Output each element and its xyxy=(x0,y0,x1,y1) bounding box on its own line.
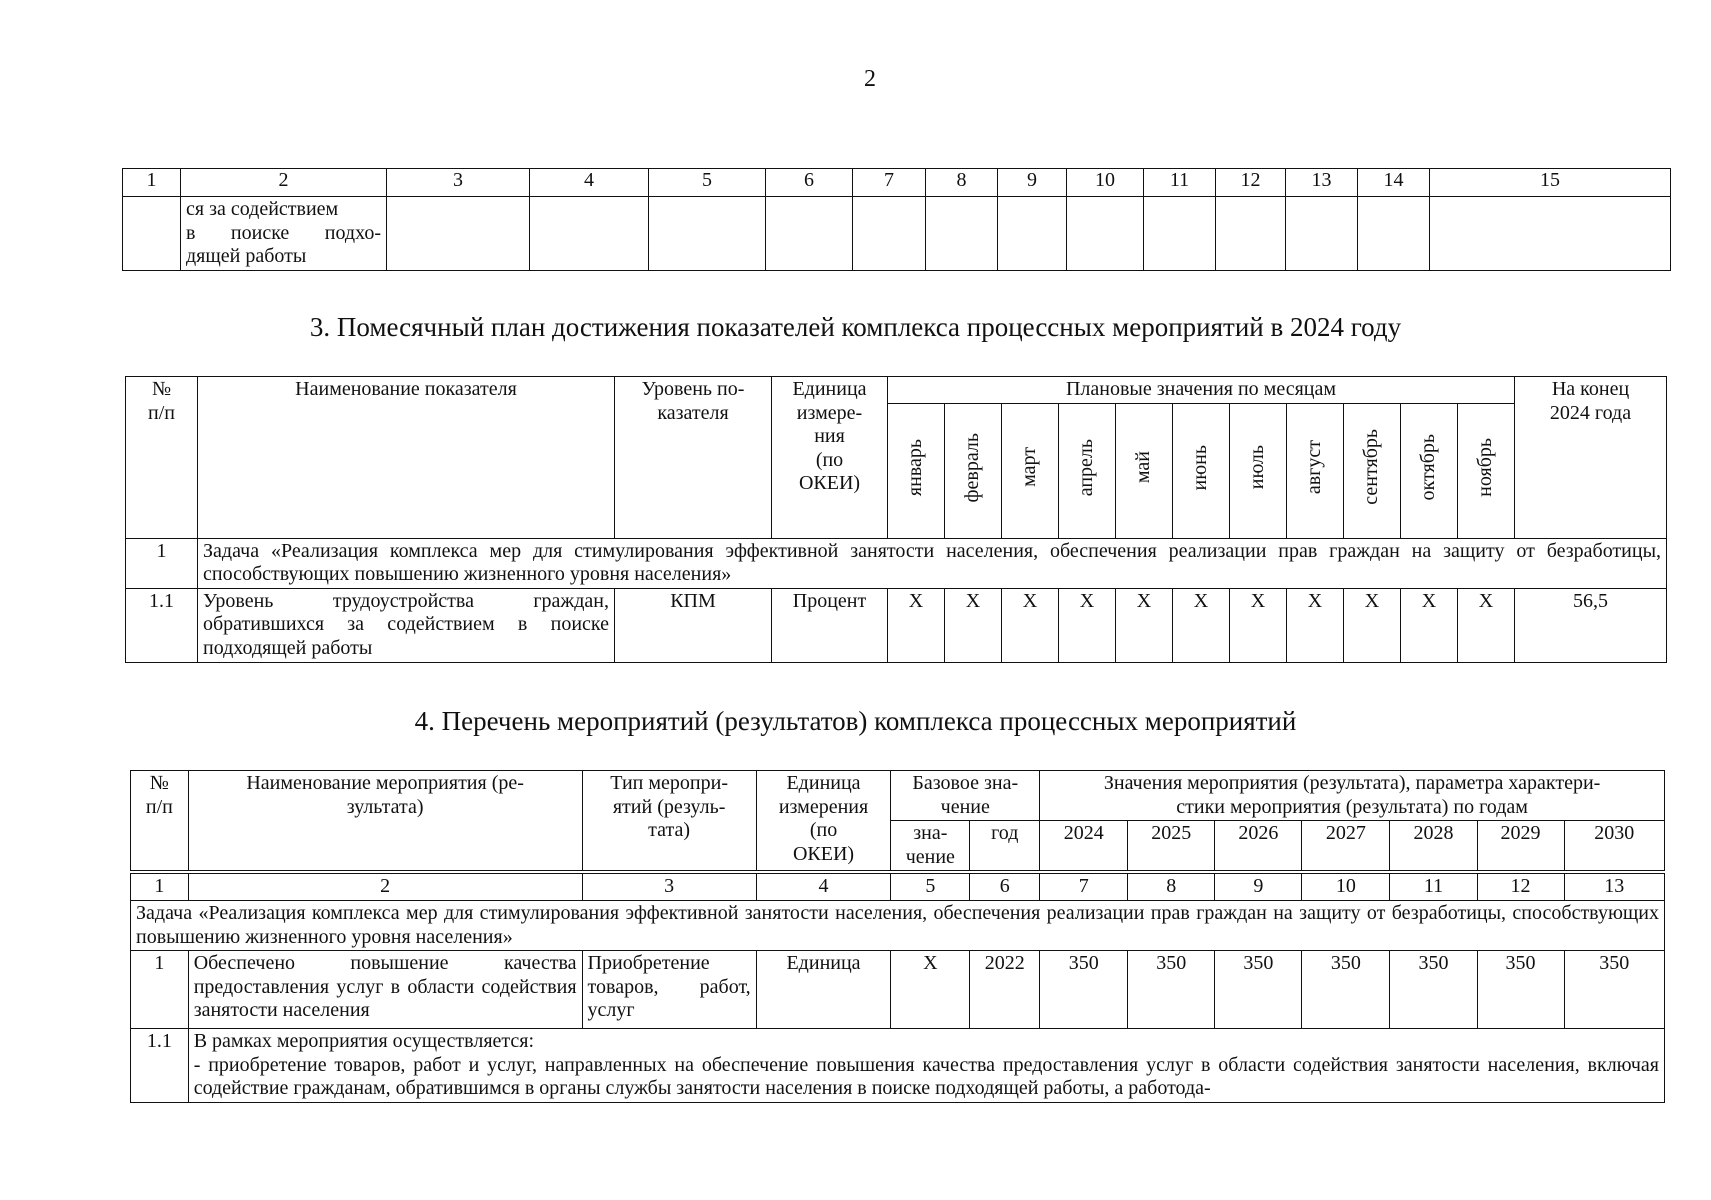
month-header-october: октябрь xyxy=(1401,403,1458,538)
section-3-title: 3. Помесячный план достижения показателей комплекса процессных мероприятий в 2024 году xyxy=(309,312,1402,342)
year-value: 350 xyxy=(1040,951,1128,1029)
col-number: 11 xyxy=(1144,169,1216,197)
indicator-unit: Процент xyxy=(772,588,888,662)
col-number: 5 xyxy=(649,169,766,197)
header-row xyxy=(131,771,1665,821)
yearly-values-header: Значения мероприятия (результата), параметра характери- стики мероприятия (результата) по годам xyxy=(1040,771,1665,821)
column-number-row xyxy=(131,872,1665,900)
monthly-plan-table xyxy=(125,376,1667,663)
year-value: 350 xyxy=(1215,951,1302,1029)
events-table xyxy=(130,770,1665,1103)
year-header: 2027 xyxy=(1302,821,1390,873)
col-number: 4 xyxy=(530,169,649,197)
col-number: 13 xyxy=(1286,169,1358,197)
sub-event-intro: В рамках мероприятия осуществляется: xyxy=(193,1030,535,1053)
col-number: 10 xyxy=(1067,169,1144,197)
unit-header: Единица измерения (по ОКЕИ) xyxy=(756,771,891,873)
task-text: Задача «Реализация комплекса мер для стимулирования эффективной занятости населения, обеспечения реализации прав граждан на защиту от безработицы, способствующих повышению жизненного уровня населения» xyxy=(198,538,1667,588)
base-value-subheader: зна- чение xyxy=(891,821,970,873)
monthly-value: X xyxy=(1002,588,1059,662)
month-header-january: январь xyxy=(888,403,945,538)
col-number: 7 xyxy=(853,169,926,197)
event-name: Обеспечено повышение качества предоставления услуг в области содействия занятости населения xyxy=(188,951,582,1029)
indicator-name-header: Наименование показателя xyxy=(198,377,615,539)
year-header: 2024 xyxy=(1040,821,1128,873)
column-number-row xyxy=(123,169,1671,197)
col-number: 7 xyxy=(1040,872,1128,900)
col-number: 2 xyxy=(181,169,387,197)
year-header: 2029 xyxy=(1477,821,1564,873)
task-text: Задача «Реализация комплекса мер для стимулирования эффективной занятости населения, обеспечения реализации прав граждан на защиту от безработицы, способствующих повышению жизненного уровня населения» xyxy=(131,900,1665,950)
sub-event-text xyxy=(188,1029,1664,1103)
monthly-value: X xyxy=(1458,588,1515,662)
indicator-name-continued: ся за содействием в поиске подхо- дящей работы xyxy=(181,197,387,271)
month-header-july: июль xyxy=(1230,403,1287,538)
month-header-june: июнь xyxy=(1173,403,1230,538)
col-number: 1 xyxy=(131,872,189,900)
col-number: 4 xyxy=(756,872,891,900)
year-end-header: На конец 2024 года xyxy=(1515,377,1667,539)
indicator-number: 1.1 xyxy=(126,588,198,662)
monthly-values-header: Плановые значения по месяцам xyxy=(888,377,1515,404)
header-row xyxy=(126,377,1667,404)
indicator-name: Уровень трудоустройства граждан, обратившихся за содействием в поиске подходящей работы xyxy=(198,588,615,662)
month-header-february: февраль xyxy=(945,403,1002,538)
table-row xyxy=(123,197,1671,271)
event-number: 1 xyxy=(131,951,189,1029)
base-value-header: Базовое зна- чение xyxy=(891,771,1040,821)
month-header-august: август xyxy=(1287,403,1344,538)
task-number: 1 xyxy=(126,538,198,588)
monthly-value: X xyxy=(1344,588,1401,662)
col-number: 2 xyxy=(188,872,582,900)
monthly-value: X xyxy=(1059,588,1116,662)
event-name-header: Наименование мероприятия (ре- зультата) xyxy=(188,771,582,873)
year-value: 350 xyxy=(1128,951,1215,1029)
col-number: 10 xyxy=(1302,872,1390,900)
month-header-march: март xyxy=(1002,403,1059,538)
month-header-november: ноябрь xyxy=(1458,403,1515,538)
col-number: 12 xyxy=(1477,872,1564,900)
year-header: 2030 xyxy=(1564,821,1664,873)
sub-event-row xyxy=(131,1029,1665,1103)
col-number: 1 xyxy=(123,169,181,197)
year-value: 350 xyxy=(1302,951,1390,1029)
monthly-value: X xyxy=(1401,588,1458,662)
col-number: 9 xyxy=(998,169,1067,197)
monthly-value: X xyxy=(888,588,945,662)
event-type-header: Тип меропри- ятий (резуль- тата) xyxy=(582,771,756,873)
sub-event-number: 1.1 xyxy=(131,1029,189,1103)
col-number: 12 xyxy=(1216,169,1286,197)
monthly-value: X xyxy=(1287,588,1344,662)
year-end-value: 56,5 xyxy=(1515,588,1667,662)
task-row xyxy=(131,900,1665,950)
year-value: 350 xyxy=(1477,951,1564,1029)
col-number: 13 xyxy=(1564,872,1664,900)
col-number: 15 xyxy=(1430,169,1671,197)
col-number: 5 xyxy=(891,872,970,900)
event-row xyxy=(131,951,1665,1029)
indicator-row xyxy=(126,588,1667,662)
month-header-may: май xyxy=(1116,403,1173,538)
indicator-level: КПМ xyxy=(615,588,772,662)
year-value: 350 xyxy=(1564,951,1664,1029)
number-header: № п/п xyxy=(131,771,189,873)
col-number: 8 xyxy=(1128,872,1215,900)
year-header: 2026 xyxy=(1215,821,1302,873)
col-number: 9 xyxy=(1215,872,1302,900)
col-number: 14 xyxy=(1358,169,1430,197)
month-header-april: апрель xyxy=(1059,403,1116,538)
col-number: 6 xyxy=(766,169,853,197)
monthly-value: X xyxy=(1230,588,1287,662)
task-row xyxy=(126,538,1667,588)
event-type: Приобретение товаров, работ, услуг xyxy=(582,951,756,1029)
col-number: 3 xyxy=(387,169,530,197)
sub-event-description: - приобретение товаров, работ и услуг, направленных на обеспечение повышения качества предоставления услуг в области содействия занятости населения, включая содействие гражданам, обратившимся в органы службы занятости населения в поиске подходящей работы, а работода- xyxy=(193,1053,1659,1100)
monthly-value: X xyxy=(1173,588,1230,662)
month-header-september: сентябрь xyxy=(1344,403,1401,538)
monthly-value: X xyxy=(945,588,1002,662)
col-number: 6 xyxy=(970,872,1040,900)
monthly-value: X xyxy=(1116,588,1173,662)
number-header: № п/п xyxy=(126,377,198,539)
col-number: 8 xyxy=(926,169,998,197)
section-4-title: 4. Перечень мероприятий (результатов) комплекса процессных мероприятий xyxy=(414,706,1297,736)
unit-header: Единица измере- ния (по ОКЕИ) xyxy=(772,377,888,539)
page-number: 2 xyxy=(864,66,876,92)
base-value: X xyxy=(891,951,970,1029)
col-number: 11 xyxy=(1390,872,1477,900)
col-number: 3 xyxy=(582,872,756,900)
year-value: 350 xyxy=(1390,951,1477,1029)
year-header: 2028 xyxy=(1390,821,1477,873)
year-header: 2025 xyxy=(1128,821,1215,873)
event-unit: Единица xyxy=(756,951,891,1029)
continued-table xyxy=(122,168,1671,271)
base-year: 2022 xyxy=(970,951,1040,1029)
indicator-level-header: Уровень по- казателя xyxy=(615,377,772,539)
base-year-subheader: год xyxy=(970,821,1040,873)
